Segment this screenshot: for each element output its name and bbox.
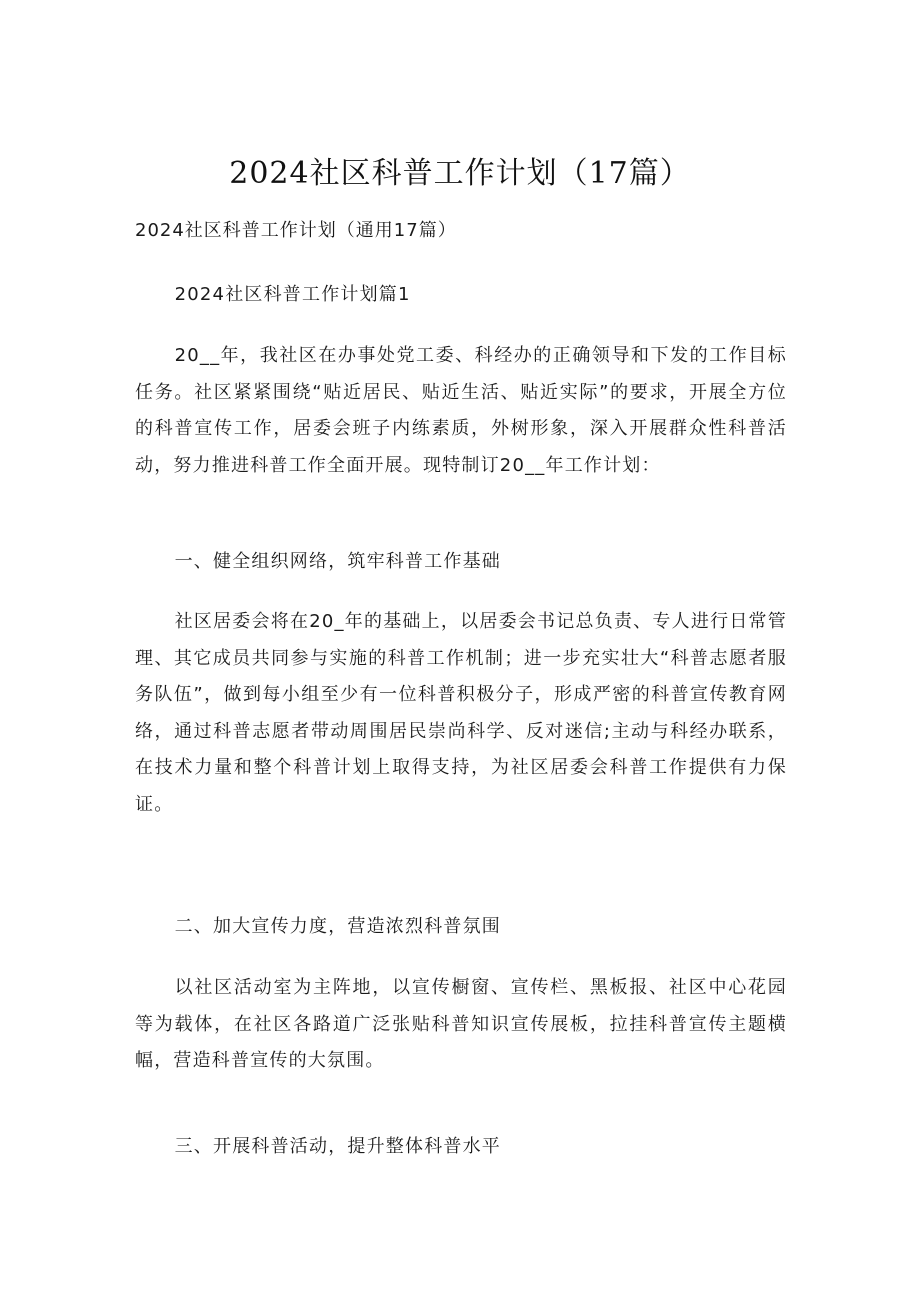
heading-publicity: 二、加大宣传力度，营造浓烈科普氛围 — [174, 916, 501, 937]
paragraph-intro: 20__年，我社区在办事处党工委、科经办的正确领导和下发的工作目标任务。社区紧紧围绕“贴近居民、贴近生活、贴近实际”的要求，开展全方位的科普宣传工作，居委会班子内练素质，外树形象，深入开展群众性科普活动，努力推进科普工作全面开展。现特制订20__年工作计划： — [135, 345, 787, 476]
document-subtitle: 2024社区科普工作计划（通用17篇） — [135, 220, 457, 241]
section-title: 2024社区科普工作计划篇1 — [174, 284, 411, 305]
heading-activities: 三、开展科普活动，提升整体科普水平 — [174, 1136, 501, 1157]
paragraph-publicity: 以社区活动室为主阵地，以宣传橱窗、宣传栏、黑板报、社区中心花园等为载体，在社区各路道广泛张贴科普知识宣传展板，拉挂科普宣传主题横幅，营造科普宣传的大氛围。 — [135, 977, 787, 1071]
document-title: 2024社区科普工作计划（17篇） — [229, 156, 691, 191]
heading-organization: 一、健全组织网络，筑牢科普工作基础 — [174, 551, 501, 572]
paragraph-organization: 社区居委会将在20_年的基础上，以居委会书记总负责、专人进行日常管理、其它成员共同参与实施的科普工作机制；进一步充实壮大“科普志愿者服务队伍”，做到每小组至少有一位科普积极分子，形成严密的科普宣传教育网络，通过科普志愿者带动周围居民崇尚科学、反对迷信;主动与科经办联系，在技术力量和整个科普计划上取得支持，为社区居委会科普工作提供有力保证。 — [135, 611, 787, 815]
